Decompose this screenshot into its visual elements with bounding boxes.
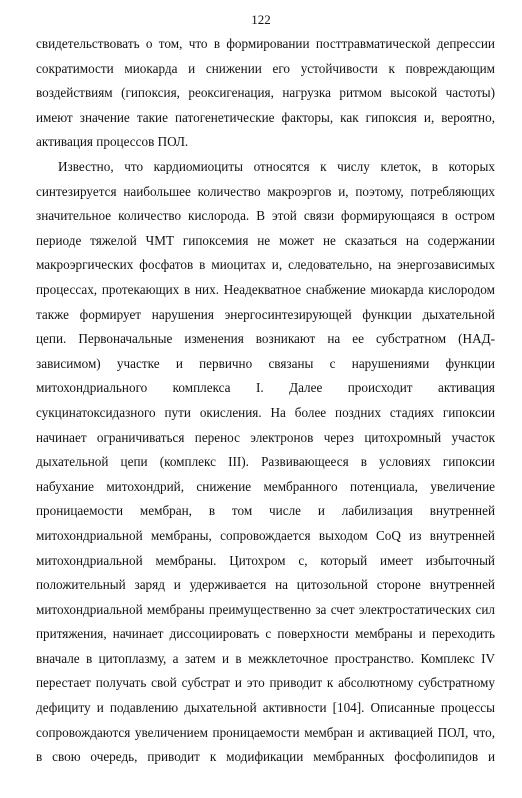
text-line: сукцинатоксидазного пути окисления. На более поздних стадиях гипоксии (36, 404, 495, 420)
text-line: Известно, что кардиомиоциты относятся к числу клеток, в которых (58, 159, 495, 174)
text-line: проницаемости мембран, в том числе и лабилизация внутренней (36, 503, 495, 519)
text-line: дыхательной цепи (комплекс III). Развивающееся в условиях гипоксии (36, 454, 495, 470)
text-line: активация процессов ПОЛ. (36, 134, 189, 150)
text-line: цепи. Первоначальные изменения возникают на ее субстратном (НАД- (36, 331, 495, 347)
text-line: сопровождаются увеличением проницаемости мембран и активацией ПОЛ, что, (36, 724, 495, 740)
text-line: сократимости миокарда и снижении его устойчивости к повреждающим (36, 60, 495, 76)
text-line: свидетельствовать о том, что в формировании посттравматической депрессии (36, 36, 495, 51)
text-line: имеют значение такие патогенетические факторы, как гипоксия и, вероятно, (36, 109, 495, 125)
text-line: периоде тяжелой ЧМТ гипоксемия не может не сказаться на содержании (36, 232, 495, 248)
text-line: зависимом) участке и первично связаны с нарушениями функции (36, 355, 495, 371)
text-line: митохондриальной мембраны. Цитохром с, который имеет избыточный (36, 552, 495, 568)
paragraph-1 (36, 32, 495, 155)
text-line: вначале в цитоплазму, а затем и в межклеточное пространство. Комплекс IV (36, 650, 495, 666)
text-line: значительное количество кислорода. В этой связи формирующаяся в остром (36, 208, 495, 224)
text-line: митохондриальной мембраны преимущественно за счет электростатических сил (36, 601, 495, 617)
text-line: также формирует нарушения энергосинтезирующей функции дыхательной (36, 306, 495, 322)
paragraph-2 (36, 155, 495, 770)
text-line: перестает получать свой субстрат и это приводит к абсолютному субстратному (36, 675, 495, 691)
text-line: макроэргических фосфатов в миоцитах и, следовательно, на энергозависимых (36, 257, 495, 273)
text-line: дефициту и подавлению дыхательной активности [104]. Описанные процессы (36, 700, 495, 716)
text-line: митохондриального комплекса I. Далее происходит активация (36, 380, 495, 396)
text-line: синтезируется наибольшее количество макроэргов и, поэтому, потребляющих (36, 183, 495, 199)
text-line: набухание митохондрий, снижение мембранного потенциала, увеличение (36, 478, 495, 494)
page-number: 122 (251, 12, 271, 27)
text-line: положительный заряд и удерживается на цитозольной стороне внутренней (36, 577, 495, 593)
text-line: воздействиям (гипоксия, реоксигенация, нагрузка ритмом высокой частоты) (36, 85, 495, 101)
text-line: митохондриальной мембраны, сопровождается выходом CoQ из внутренней (36, 527, 495, 543)
text-line: процессах, протекающих в них. Неадекватное снабжение миокарда кислородом (36, 281, 495, 297)
text-line: начинает ограничиваться перенос электронов через цитохромный участок (36, 429, 495, 445)
text-line: притяжения, начинает диссоциировать с поверхности мембраны и переходить (36, 626, 495, 642)
text-line: в свою очередь, приводит к модификации мембранных фосфолипидов и (36, 749, 495, 765)
